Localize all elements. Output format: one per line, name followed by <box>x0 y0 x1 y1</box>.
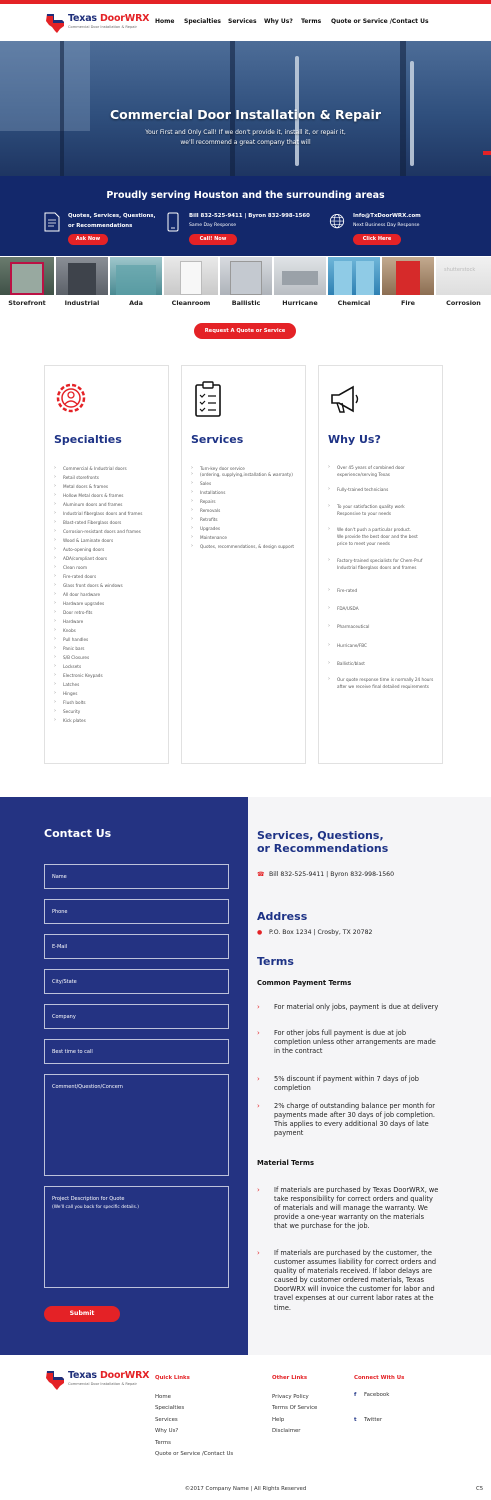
contact-block-email <box>329 212 449 252</box>
list-item: › Metal doors & frames <box>54 482 166 491</box>
footer-link-specialties[interactable]: Specialties <box>155 1405 185 1412</box>
list-item: › Repairs <box>191 497 303 506</box>
chevron-right-icon: › <box>257 1075 260 1083</box>
list-item: › Factory-trained specialists for Chem-Pruf Industrial fiberglass doors and frames <box>328 557 428 571</box>
ask-now-button[interactable]: Ask Now <box>68 234 108 245</box>
list-item: › (ordering, supplying,installation & warranty) <box>191 470 303 479</box>
footer-brand-name: Texas DoorWRX <box>68 1370 150 1381</box>
hero-subtitle-line1: Your First and Only Call! If we don't provide it, install it, or repair it, <box>145 129 346 136</box>
copyright-text: ©2017 Company Name | All Rights Reserved <box>184 1486 307 1492</box>
specialties-card <box>44 365 169 764</box>
footer-brand-tagline: Commercial Door Installation & Repair <box>68 1382 137 1386</box>
serving-band <box>0 176 491 256</box>
list-item: › Retail storefronts <box>54 473 166 482</box>
services-questions-title: Services, Questions, or Recommendations <box>257 829 389 855</box>
category-hurricane[interactable]: Hurricane <box>282 299 318 307</box>
terms-title: Terms <box>257 955 294 968</box>
connect-column <box>354 1375 404 1433</box>
texas-map-icon <box>44 12 66 34</box>
storefront-door-image[interactable] <box>0 257 54 295</box>
footer-link-services[interactable]: Services <box>155 1416 178 1423</box>
list-item: › Hardware upgrades <box>54 599 166 608</box>
category-chemical[interactable]: Chemical <box>337 299 371 307</box>
name-field[interactable]: Name <box>44 864 229 889</box>
image-watermark: shutterstock <box>444 267 476 273</box>
list-item: › Pharmaceutical <box>328 623 440 630</box>
fire-door-image[interactable] <box>382 257 434 295</box>
list-item: › Removals <box>191 506 303 515</box>
list-item: › Locksets <box>54 662 166 671</box>
chevron-right-icon: › <box>257 1102 260 1110</box>
hero-subtitle-line2: we'll recommend a great company that will <box>180 139 311 146</box>
material-terms-title: Material Terms <box>257 1159 314 1167</box>
phone-numbers[interactable]: Bill 832-525-9411 | Byron 832-998-1560 <box>189 213 310 219</box>
list-item: › S/B Closures <box>54 653 166 662</box>
door-type-gallery <box>0 257 491 297</box>
list-item: › Hardware <box>54 617 166 626</box>
info-address-line: ● P.O. Box 1234 | Crosby, TX 20782 <box>257 929 373 936</box>
best-time-field[interactable]: Best time to call <box>44 1039 229 1064</box>
globe-icon <box>329 212 345 232</box>
list-item: › Installations <box>191 488 303 497</box>
hurricane-door-image[interactable] <box>274 257 326 295</box>
industrial-door-image[interactable] <box>56 257 108 295</box>
project-description-textarea[interactable]: Project Description for Quote (We'll call you back for specific details.) <box>44 1186 229 1288</box>
other-links-column <box>272 1375 317 1438</box>
chemical-door-image[interactable] <box>328 257 380 295</box>
nav-home[interactable]: Home <box>155 18 175 25</box>
payment-terms-title: Common Payment Terms <box>257 979 352 987</box>
list-item: › Wood & Laminate doors <box>54 536 166 545</box>
contact-block-line1: Quotes, Services, Questions, <box>68 213 156 219</box>
ada-door-image[interactable] <box>110 257 162 295</box>
site-logo[interactable] <box>44 12 150 36</box>
list-item: › Blast-rated Fiberglass doors <box>54 518 166 527</box>
address-title: Address <box>257 910 308 923</box>
contact-title: Contact Us <box>44 827 112 840</box>
call-now-button[interactable]: Call! Now <box>189 234 237 245</box>
nav-terms[interactable]: Terms <box>301 18 322 25</box>
hero-banner <box>0 41 491 176</box>
footer-link-privacy[interactable]: Privacy Policy <box>272 1394 309 1400</box>
list-item: › Panic bars <box>54 644 166 653</box>
phone-icon <box>165 212 181 232</box>
list-item: › Glass front doors & windows <box>54 581 166 590</box>
list-item: › Hurricane/FBC <box>328 642 440 649</box>
texas-map-icon <box>44 1369 66 1391</box>
list-item: › Clean room <box>54 563 166 572</box>
same-day-response: Same Day Response <box>189 223 237 228</box>
category-storefront[interactable]: Storefront <box>8 299 46 307</box>
company-field[interactable]: Company <box>44 1004 229 1029</box>
list-item: › Maintenance <box>191 533 303 542</box>
list-item: › Ballistic/blast <box>328 660 440 667</box>
list-item: › ADA/compliant doors <box>54 554 166 563</box>
list-item: › Security <box>54 707 166 716</box>
chevron-right-icon: › <box>257 1003 260 1011</box>
submit-button[interactable]: Submit <box>44 1306 120 1322</box>
list-item: › Corrosion-resistant doors and frames <box>54 527 166 536</box>
chevron-right-icon: › <box>257 1186 260 1194</box>
list-item: › Upgrades <box>191 524 303 533</box>
clipboard-checklist-icon <box>190 380 226 418</box>
list-item: › Over 45 years of combined door experience/serving Texas <box>328 464 418 478</box>
category-ballistic[interactable]: Ballistic <box>231 299 261 307</box>
site-footer <box>0 1355 491 1500</box>
footer-link-home[interactable]: Home <box>155 1394 171 1400</box>
quick-links-title: Quick Links <box>155 1375 190 1381</box>
list-item: › Commercial & Industrial doors <box>54 464 166 473</box>
twitter-link[interactable]: t Twitter <box>354 1408 404 1433</box>
nav-services[interactable]: Services <box>228 18 257 25</box>
email-address[interactable]: Info@TxDoorWRX.com <box>353 213 421 219</box>
list-item: › Hollow Metal doors & frames <box>54 491 166 500</box>
footer-link-terms[interactable]: Terms <box>155 1439 171 1446</box>
specialties-title: Specialties <box>54 433 122 446</box>
footer-link-contact[interactable]: Quote or Service /Contact Us <box>155 1451 234 1458</box>
list-item: › Latches <box>54 680 166 689</box>
info-panel: Services, Questions, or Recommendations ☎ Bill 832-525-9411 | Byron 832-998-1560 Address ● P.O. Box 1234 | Crosby, TX 20782 Terms Common Payment Terms › For material only jobs, payment is due at delivery › For other jobs full payment is due at job completion unless other arrangements are made in the contract › 5% discount if payment within 7 days of job completion › 2% charge of outstanding balance per month for payments made after 30 days of job completion. This applies to every additional 30 days of late payment Material Terms › If materials are purchased by Texas DoorWRX, we take responsibility for correct orders and quality of materials and will manage the warranty. We provide a one-year warranty on the materials that we purchase for the job. › If materials are purchased by the customer, the customer assumes liability for correct orders and quality of materials received. If labor delays are caused by customer ordered materials, Texas DoorWRX will invoice the customer for labor and travel expenses at our current labor rates at the time. <box>248 797 491 1355</box>
megaphone-icon <box>327 380 363 418</box>
category-cleanroom[interactable]: Cleanroom <box>171 299 211 307</box>
list-item: › All door hardware <box>54 590 166 599</box>
phone-field[interactable]: Phone <box>44 899 229 924</box>
specialties-list <box>54 464 166 725</box>
list-item: › Our quote response time is normally 24 hours after we receive final detailed requirements <box>328 676 438 690</box>
comment-textarea[interactable]: Comment/Question/Concern <box>44 1074 229 1176</box>
nav-contact[interactable]: Quote or Service /Contact Us <box>331 18 429 25</box>
list-item: › FDA/USDA <box>328 605 440 612</box>
brand-name: Texas DoorWRX <box>68 13 150 24</box>
corrosion-door-image[interactable] <box>436 257 491 295</box>
other-links-title: Other Links <box>272 1375 308 1381</box>
list-item: › Fire-rated doors <box>54 572 166 581</box>
list-item: › Retrofits <box>191 515 303 524</box>
list-item: › Door retro-fits <box>54 608 166 617</box>
chevron-right-icon: › <box>257 1249 260 1257</box>
list-item: › Kick plates <box>54 716 166 725</box>
list-item: › Pull handles <box>54 635 166 644</box>
list-item: › Turn-key door service <box>191 464 303 473</box>
list-item: › Flush bolts <box>54 698 166 707</box>
footer-link-terms-of-service[interactable]: Terms Of Service <box>272 1405 318 1412</box>
list-item: › Fully-trained technicians <box>328 486 440 493</box>
footer-link-disclaimer[interactable]: Disclaimer <box>272 1428 301 1435</box>
list-item: › Industrial fiberglass doors and frames <box>54 509 166 518</box>
nav-specialties[interactable]: Specialties <box>184 18 221 25</box>
list-item: › Quotes, recommendations, & design support <box>191 542 303 551</box>
list-item: › Auto-opening doors <box>54 545 166 554</box>
footer-badge: C5 <box>476 1486 484 1492</box>
services-card <box>181 365 306 764</box>
click-here-button[interactable]: Click Here <box>353 234 401 245</box>
chevron-right-icon: › <box>257 1029 260 1037</box>
quick-links-column <box>155 1375 233 1460</box>
city-state-field[interactable]: City/State <box>44 969 229 994</box>
next-day-response: Next Business Day Response <box>353 223 420 228</box>
category-ada[interactable]: Ada <box>129 299 143 307</box>
category-fire[interactable]: Fire <box>400 299 416 307</box>
list-item: › Aluminum doors and frames <box>54 500 166 509</box>
footer-logo[interactable] <box>44 1369 150 1393</box>
why-us-card <box>318 365 443 764</box>
site-header <box>0 4 491 41</box>
list-item: › Fire-rated <box>328 587 440 594</box>
list-item: › Sales <box>191 479 303 488</box>
list-item: › We don't push a particular product. We provide the best door and the best price to meet your needs <box>328 526 418 548</box>
brand-tagline: Commercial Door Installation & Repair <box>68 25 137 29</box>
location-pin-icon: ● <box>257 929 263 936</box>
document-icon <box>44 212 60 232</box>
cleanroom-door-image[interactable] <box>164 257 218 295</box>
list-item: › Knobs <box>54 626 166 635</box>
request-quote-button[interactable]: Request A Quote or Service <box>194 323 296 339</box>
hero-title: Commercial Door Installation & Repair <box>110 107 381 122</box>
category-industrial[interactable]: Industrial <box>64 299 100 307</box>
category-corrosion[interactable]: Corrosion <box>446 299 481 307</box>
footer-link-help[interactable]: Help <box>272 1416 285 1423</box>
connect-title: Connect With Us <box>354 1375 405 1381</box>
nav-why-us[interactable]: Why Us? <box>264 18 293 25</box>
phone-icon: ☎ <box>257 871 265 878</box>
twitter-icon: t <box>354 1417 357 1423</box>
serving-title: Proudly serving Houston and the surrounding areas <box>106 190 385 201</box>
hero-red-strip <box>483 151 491 155</box>
footer-link-why-us[interactable]: Why Us? <box>155 1428 179 1435</box>
services-title: Services <box>191 433 244 446</box>
contact-block-quotes <box>44 212 164 252</box>
facebook-link[interactable]: f Facebook <box>354 1383 404 1408</box>
contact-block-phone <box>165 212 310 252</box>
list-item: › To your satisfaction quality work Responsive to your needs <box>328 503 420 517</box>
email-field[interactable]: E-Mail <box>44 934 229 959</box>
contact-block-line2: or Recommendations <box>68 223 133 229</box>
why-us-list <box>328 464 440 690</box>
facebook-icon: f <box>354 1392 357 1398</box>
ballistic-door-image[interactable] <box>220 257 272 295</box>
list-item: › Electronic Keypads <box>54 671 166 680</box>
list-item: › Hinges <box>54 689 166 698</box>
why-us-title: Why Us? <box>328 433 381 446</box>
door-category-labels <box>0 299 491 309</box>
info-phone-line[interactable]: ☎ Bill 832-525-9411 | Byron 832-998-1560 <box>257 871 395 878</box>
services-list <box>191 464 303 551</box>
gear-worker-icon <box>53 380 89 418</box>
